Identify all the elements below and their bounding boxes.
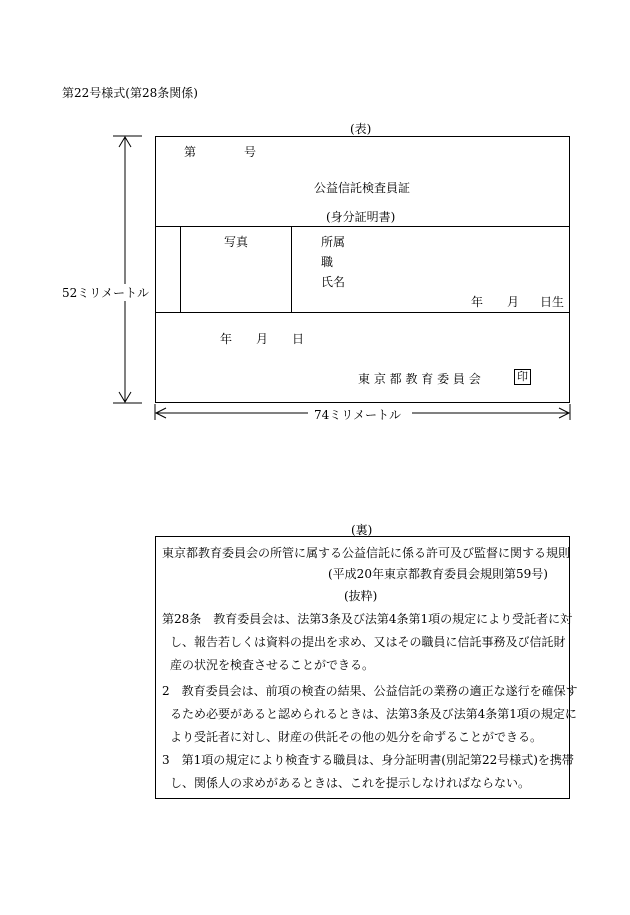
name-label: 氏名 [321,275,346,289]
position-label: 職 [321,255,334,269]
dai-label: 第 [184,145,197,159]
card-subtitle: (身分証明書) [326,210,396,224]
clause-2-line-1: 2 教育委員会は、前項の検査の結果、公益信託の業務の適正な遂行を確保す [162,684,578,698]
excerpt-label: (抜粋) [344,589,378,603]
birth-day-label: 日生 [540,295,565,309]
regulation-number: (平成20年東京都教育委員会規則第59号) [328,567,548,581]
back-heading: (裏) [351,523,373,537]
front-heading: (表) [350,122,372,136]
birth-month-label: 月 [507,295,520,309]
affiliation-label: 所属 [321,235,346,249]
regulation-title: 東京都教育委員会の所管に属する公益信託に係る許可及び監督に関する規則 [162,546,571,560]
clause-3-line-1: 3 第1項の規定により検査する職員は、身分証明書(別記第22号様式)を携帯 [162,753,574,767]
issue-month-label: 月 [256,332,269,346]
article-28-line-3: 産の状況を検査させることができる。 [170,658,375,672]
card-title: 公益信託検査員証 [314,181,411,195]
clause-2-line-3: より受託者に対し、財産の供託その他の処分を命ずることができる。 [170,730,543,744]
photo-label: 写真 [224,235,249,249]
issuer-name: 東 京 都 教 育 委 員 会 [358,372,481,386]
height-dimension-label: 52ミリメートル [62,286,150,300]
article-28-line-2: し、報告若しくは資料の提出を求め、又はその職員に信託事務及び信託財 [170,635,566,649]
birth-year-label: 年 [471,295,484,309]
article-28-line-1: 第28条 教育委員会は、法第3条及び法第4条第1項の規定により受託者に対 [162,612,573,626]
form-title: 第22号様式(第28条関係) [62,86,198,100]
clause-3-line-2: し、関係人の求めがあるときは、これを提示しなければならない。 [170,776,531,790]
gou-label: 号 [244,145,257,159]
dimension-arrows [0,0,630,440]
issue-year-label: 年 [220,332,233,346]
clause-2-line-2: るため必要があると認められるときは、法第3条及び法第4条第1項の規定に [170,707,577,721]
issue-day-label: 日 [292,332,305,346]
width-dimension-label: 74ミリメートル [314,408,402,422]
seal-icon: 印 [514,369,531,385]
